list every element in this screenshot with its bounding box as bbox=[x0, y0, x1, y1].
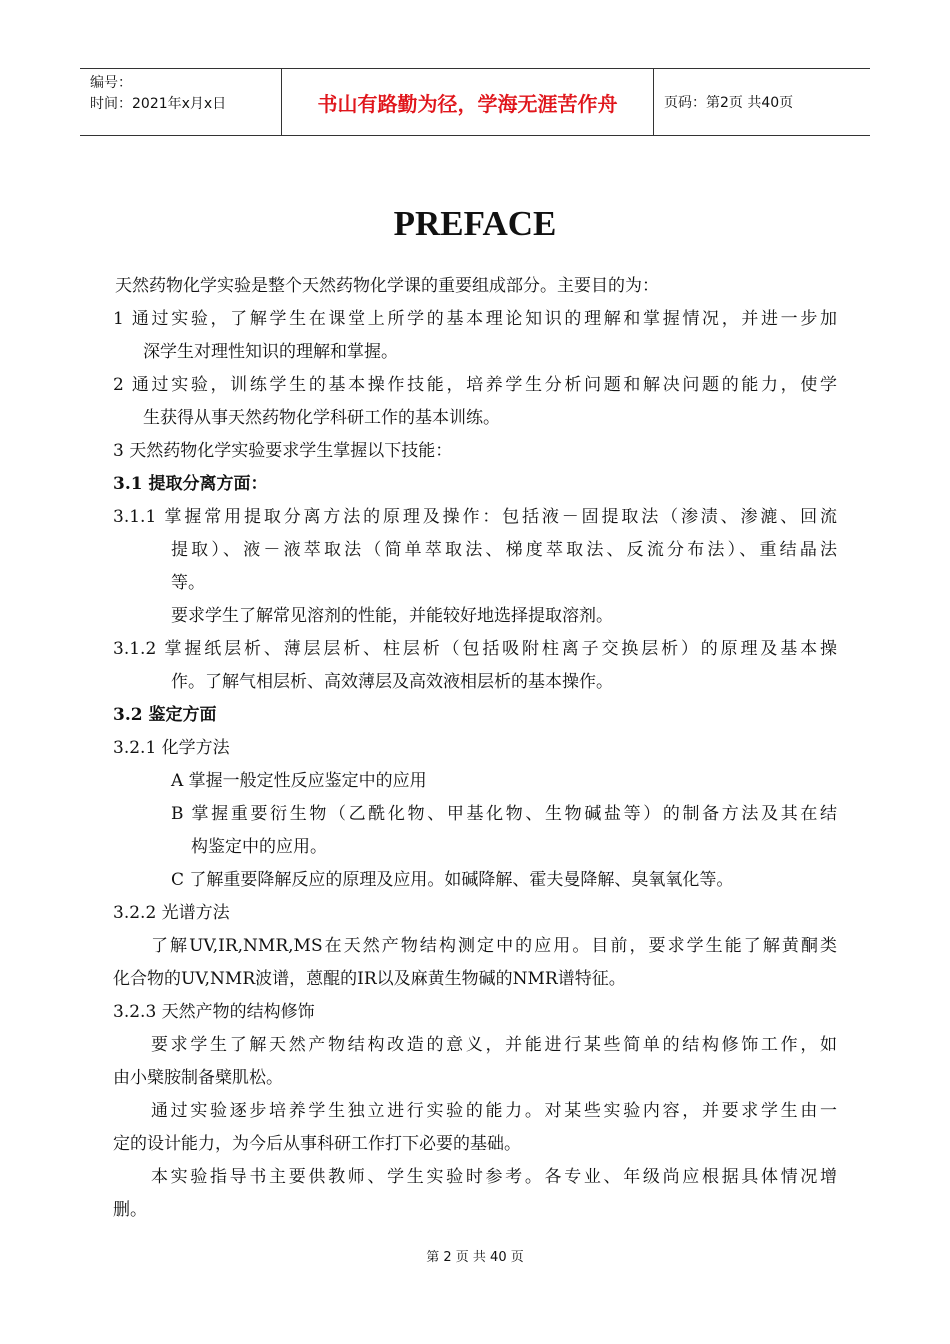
ability-para-cont: 定的设计能力，为今后从事科研工作打下必要的基础。 bbox=[113, 1134, 521, 1154]
item-3-1-2-line: 3.1.2 掌握纸层析、薄层层析、柱层析（包括吸附柱离子交换层析）的原理及基本操 bbox=[113, 639, 837, 659]
page-footer: 第 2 页 共 40 页 bbox=[426, 1250, 524, 1265]
item-2-cont: 生获得从事天然药物化学科研工作的基本训练。 bbox=[143, 408, 500, 428]
item-3-1-1-line: 3.1.1 掌握常用提取分离方法的原理及操作：包括液－固提取法（渗渍、渗漉、回流 bbox=[113, 507, 837, 527]
spectra-para-line: 了解UV,IR,NMR,MS在天然产物结构测定中的应用。目前，要求学生能了解黄酮类 bbox=[151, 936, 837, 956]
item-b-line: B 掌握重要衍生物（乙酰化物、甲基化物、生物碱盐等）的制备方法及其在结 bbox=[171, 804, 837, 824]
item-3-line: 3 天然药物化学实验要求学生掌握以下技能： bbox=[113, 441, 453, 461]
section-3-1-heading: 3.1 提取分离方面： bbox=[113, 474, 268, 494]
usage-para-line: 本实验指导书主要供教师、学生实验时参考。各专业、年级尚应根据具体情况增 bbox=[151, 1167, 837, 1187]
item-1-line: 1 通过实验，了解学生在课堂上所学的基本理论知识的理解和掌握情况，并进一步加 bbox=[113, 309, 837, 329]
time-label: 时间：2021年x月x日 bbox=[90, 96, 227, 112]
modify-para-cont: 由小檗胺制备檗肌松。 bbox=[113, 1068, 283, 1088]
number-label: 编号： bbox=[90, 75, 132, 91]
header-meta bbox=[80, 69, 282, 135]
item-2-line: 2 通过实验，训练学生的基本操作技能，培养学生分析问题和解决问题的能力，使学 bbox=[113, 375, 837, 395]
item-3-2-1-line: 3.2.1 化学方法 bbox=[113, 738, 230, 758]
item-c-line: C 了解重要降解反应的原理及应用。如碱降解、霍夫曼降解、臭氧氧化等。 bbox=[171, 870, 734, 890]
page-title: PREFACE bbox=[393, 204, 557, 243]
intro-line: 天然药物化学实验是整个天然药物化学课的重要组成部分。主要目的为： bbox=[115, 276, 659, 296]
modify-para-line: 要求学生了解天然产物结构改造的意义，并能进行某些简单的结构修饰工作，如 bbox=[151, 1035, 837, 1055]
item-3-1-1-note: 要求学生了解常见溶剂的性能，并能较好地选择提取溶剂。 bbox=[171, 606, 613, 626]
usage-para-cont: 删。 bbox=[113, 1200, 147, 1220]
item-b-cont: 构鉴定中的应用。 bbox=[191, 837, 327, 857]
section-3-2-heading: 3.2 鉴定方面 bbox=[113, 705, 217, 725]
item-3-1-2-cont: 作。了解气相层析、高效薄层及高效液相层析的基本操作。 bbox=[171, 672, 613, 692]
item-3-2-3-line: 3.2.3 天然产物的结构修饰 bbox=[113, 1002, 315, 1022]
header-motto: 书山有路勤为径，学海无涯苦作舟 bbox=[282, 69, 654, 135]
header-page-info: 页码：第2页 共40页 bbox=[664, 95, 794, 111]
ability-para-line: 通过实验逐步培养学生独立进行实验的能力。对某些实验内容，并要求学生由一 bbox=[151, 1101, 837, 1121]
item-1-cont: 深学生对理性知识的理解和掌握。 bbox=[143, 342, 398, 362]
page-header bbox=[80, 68, 870, 136]
item-3-1-1-end: 等。 bbox=[171, 573, 205, 593]
item-3-2-2-line: 3.2.2 光谱方法 bbox=[113, 903, 230, 923]
item-a-line: A 掌握一般定性反应鉴定中的应用 bbox=[171, 771, 427, 791]
document-body bbox=[113, 270, 837, 1227]
spectra-para-cont: 化合物的UV,NMR波谱，蒽醌的IR以及麻黄生物碱的NMR谱特征。 bbox=[113, 969, 626, 989]
item-3-1-1-cont: 提取）、液－液萃取法（简单萃取法、梯度萃取法、反流分布法）、重结晶法 bbox=[171, 540, 837, 560]
